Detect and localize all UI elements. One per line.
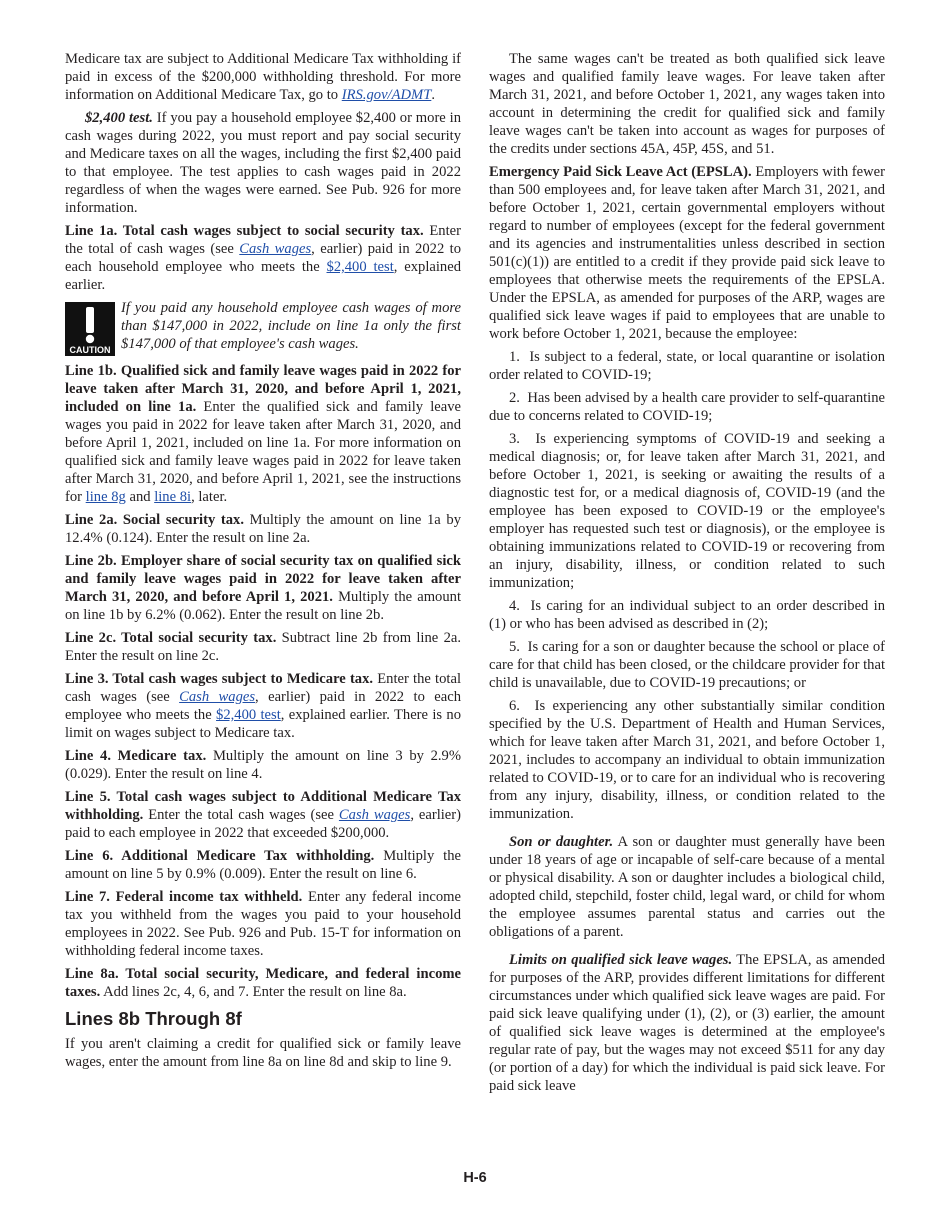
lines-8b-8f-paragraph: If you aren't claiming a credit for qualified sick or family leave wages, enter the amount from line 8a on line 8d and skip to line 9. — [65, 1036, 461, 1070]
line-8i-link[interactable]: line 8i — [154, 489, 192, 505]
line-6-paragraph: Line 6. Additional Medicare Tax withholding. Multiply the amount on line 5 by 0.9% (0.009). Enter the result on line 6. — [65, 848, 461, 882]
test-2400-link[interactable]: $2,400 test — [216, 707, 281, 723]
line-3-paragraph: Line 3. Total cash wages subject to Medicare tax. Enter the total cash wages (see Cash wages, earlier) paid in 2022 to each employee who meets the $2,400 test, explained earlier. There is no limit on wages subject to Medicare tax. — [65, 671, 462, 741]
list-item: 3. Is experiencing symptoms of COVID-19 and seeking a medical diagnosis; or, for leave taken after March 31, 2021, and before October 1, 2021, is seeking or awaiting the results of a diagnostic test for, or a medical diagnosis of, COVID-19 (and the employee has been exposed to COVID-19 or the employee's employer has requested such test or diagnosis), or the employee is obtaining immunizations related to COVID-19 or recovering from an injury, disability, illness, or condition related to such immunization; — [489, 431, 885, 591]
caution-text: If you paid any household employee cash wages of more than $147,000 in 2022, include on line 1a only the first $147,000 of that employee's cash wages. — [121, 300, 461, 352]
epsla-paragraph: Emergency Paid Sick Leave Act (EPSLA). Employers with fewer than 500 employees and, for leave taken after March 31, 2021, and before October 1, 2021, certain governmental employers without regard to number of employees (except for the federal government and its agencies and instrumentalities unless described in section 501(c)(1)) are entitled to a credit if they provide paid sick leave to employees that otherwise meets the requirements of the EPSLA. Under the EPSLA, as amended for purposes of the ARP, wages are qualified sick leave wages if paid to employees that are unable to work before October 1, 2021, because the employee: — [489, 164, 886, 342]
list-item: 6. Is experiencing any other substantially similar condition specified by the U.S. Department of Health and Human Services, which for leave taken after March 31, 2021, and before October 1, 2021, includes to accompany an individual to obtain immunization related to COVID-19, or to care for an individual who is recovering from any injury, disability, illness, or condition related to the immunization. — [489, 698, 885, 822]
cash-wages-link[interactable]: Cash wages — [179, 689, 256, 705]
line-8a-paragraph: Line 8a. Total social security, Medicare, and federal income taxes. Add lines 2c, 4, 6, and 7. Enter the result on line 8a. — [65, 966, 461, 1000]
left-column — [65, 50, 461, 1076]
line-7-paragraph: Line 7. Federal income tax withheld. Enter any federal income tax you withheld from the wages you paid to your household employees in 2022. See Pub. 926 and Pub. 15-T for information on withholding federal income taxes. — [65, 889, 461, 959]
line-2c-paragraph: Line 2c. Total social security tax. Subtract line 2b from line 2a. Enter the result on line 2c. — [65, 630, 461, 664]
test-2400-paragraph: $2,400 test. If you pay a household employee $2,400 or more in cash wages during 2022, you must report and pay social security and Medicare taxes on all the wages, including the first $2,400 paid to that employee. The test applies to cash wages paid in 2022 regardless of when the wages were earned. See Pub. 926 for more information. — [65, 110, 461, 216]
irs-admt-link[interactable]: IRS.gov/ADMT — [341, 87, 432, 103]
line-2b-paragraph: Line 2b. Employer share of social security tax on qualified sick and family leave wages paid in 2022 for leave taken after March 31, 2020, and before April 1, 2021. Multiply the amount on line 1b by 6.2% (0.062). Enter the result on line 2b. — [65, 553, 462, 623]
line-2a-paragraph: Line 2a. Social security tax. Multiply the amount on line 1a by 12.4% (0.124). Enter the result on line 2a. — [65, 512, 461, 546]
list-item: 5. Is caring for a son or daughter because the school or place of care for that child has been closed, or the childcare provider for that child is unavailable, due to COVID-19 precautions; or — [489, 639, 885, 691]
cash-wages-link[interactable]: Cash wages — [239, 241, 312, 257]
limits-paragraph: Limits on qualified sick leave wages. The EPSLA, as amended for purposes of the ARP, provides different limitations for different circumstances under which qualified sick leave wages are paid. For paid sick leave qualifying under (1), (2), or (3) earlier, the amount of qualified sick leave wages is determined at the employee's regular rate of pay, but the wages may not exceed $511 for any day (or portion of a day) for which the individual is paid sick leave. For paid sick leave — [489, 952, 885, 1094]
list-item: 4. Is caring for an individual subject to an order described in (1) or who has been advised as described in (2); — [489, 598, 885, 632]
son-or-daughter-paragraph: Son or daughter. A son or daughter must generally have been under 18 years of age or incapable of self-care because of a mental or physical disability. A son or daughter includes a biological child, adopted child, stepchild, foster child, legal ward, or child for whom the employee assumes parental status and carries out the obligations of a parent. — [489, 834, 885, 940]
right-column — [489, 50, 885, 1100]
list-item: 2. Has been advised by a health care provider to self-quarantine due to concerns related to COVID-19; — [489, 390, 885, 424]
line-5-paragraph: Line 5. Total cash wages subject to Additional Medicare Tax withholding. Enter the total cash wages (see Cash wages, earlier) paid to each employee in 2022 that exceeded $200,000. — [65, 789, 462, 841]
page-number: H-6 — [463, 1170, 487, 1186]
line-1b-paragraph: Line 1b. Qualified sick and family leave wages paid in 2022 for leave taken after March 31, 2020, and before April 1, 2021, included on line 1a. Enter the qualified sick and family leave wages you paid in 2022 for leave taken after March 31, 2020, and before April 1, 2021, included on line 1a. For more information on qualified sick and family leave wages paid in 2022 for leave taken after March 31, 2020, and before April 1, 2021, see the instructions for line 8g and line 8i, later. — [65, 363, 461, 505]
caution-icon — [65, 302, 115, 356]
caution-label: CAUTION — [69, 345, 111, 355]
line-8g-link[interactable]: line 8g — [85, 489, 126, 505]
test-2400-link[interactable]: $2,400 test — [326, 259, 394, 275]
line-4-paragraph: Line 4. Medicare tax. Multiply the amount on line 3 by 2.9% (0.029). Enter the result on line 4. — [65, 748, 461, 782]
cash-wages-link[interactable]: Cash wages — [338, 807, 411, 823]
intro-paragraph: Medicare tax are subject to Additional Medicare Tax withholding if paid in excess of the $200,000 withholding threshold. For more information on Additional Medicare Tax, go to IRS.gov/ADMT. — [65, 51, 461, 103]
line-1a-paragraph: Line 1a. Total cash wages subject to social security tax. Enter the total of cash wages (see Cash wages, earlier) paid in 2022 to each household employee who meets the $2,400 test, explained earlier. — [65, 223, 461, 293]
same-wages-paragraph: The same wages can't be treated as both qualified sick leave wages and qualified family leave wages. For leave taken after March 31, 2021, and before October 1, 2021, any wages taken into account in determining the credit for qualified sick and family leave wages can't be taken into account as wages for purposes of the credits under sections 45A, 45P, 45S, and 51. — [489, 51, 885, 157]
section-heading: Lines 8b Through 8f — [65, 1008, 242, 1029]
caution-box — [65, 299, 461, 356]
list-item: 1. Is subject to a federal, state, or local quarantine or isolation order related to COVID-19; — [489, 349, 885, 383]
